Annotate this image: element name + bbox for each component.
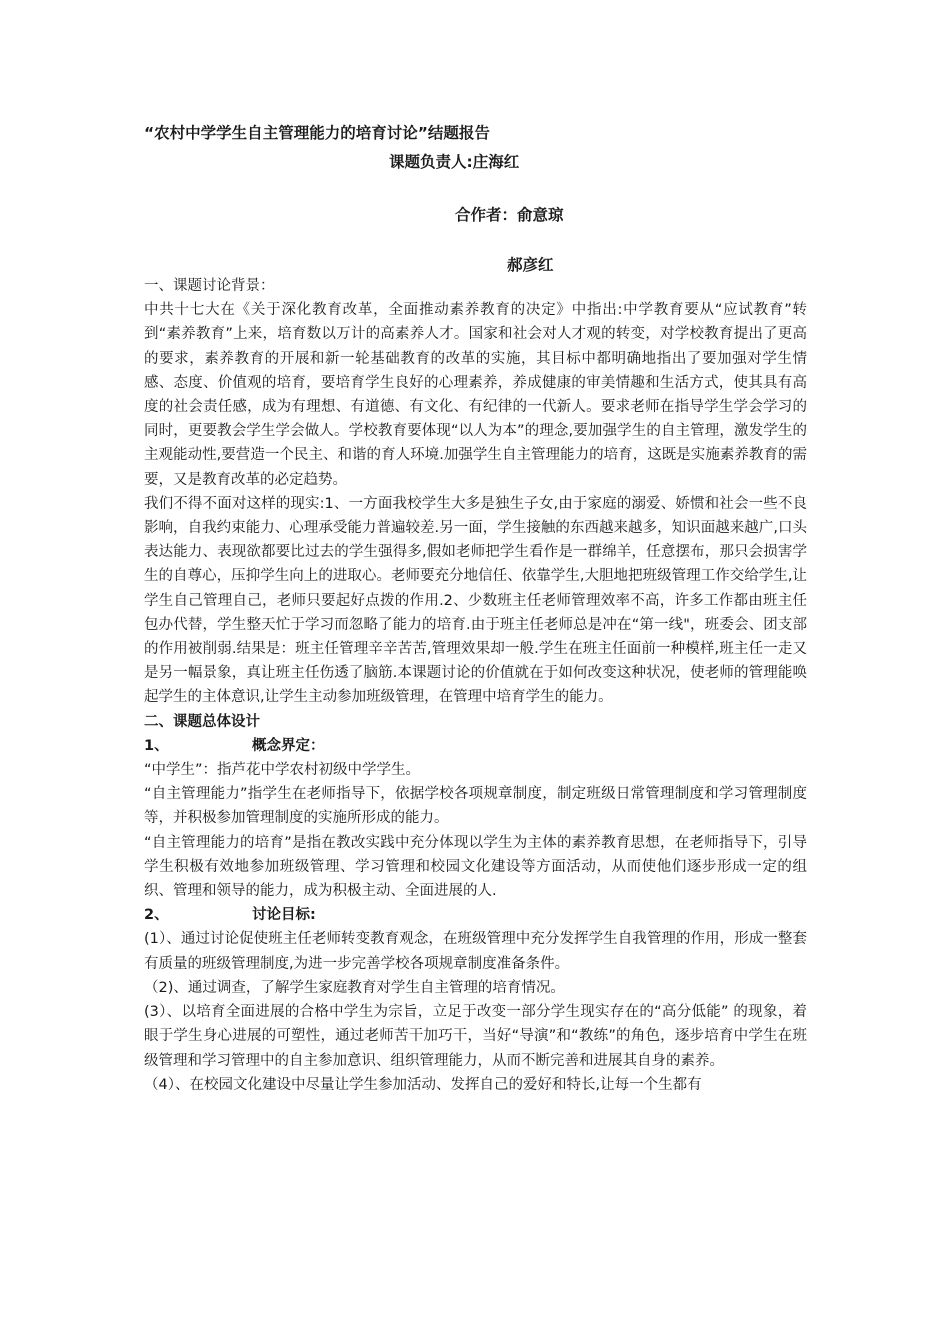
background-paragraph-1: 中共十七大在《关于深化教育改革，全面推动素养教育的决定》中指出:中学教育要从“应试教育”转到“素养教育”上来，培育数以万计的高素养人才。国家和社会对人才观的转变，对学校教育提出了更高的要求，素养教育的开展和新一轮基础教育的改革的实施，其目标中都明确地指出了要加强对学生情感、态度、价值观的培育，要培育学生良好的心理素养，养成健康的审美情趣和生活方式，使其具有高度的社会责任感，成为有理想、有道德、有文化、有纪律的一代新人。要求老师在指导学生学会学习的同时，更要教会学生学会做人。学校教育要体现“以人为本”的理念,要加强学生的自主管理，激发学生的主观能动性,要营造一个民主、和谐的育人环境.加强学生自主管理能力的培育，这既是实施素养教育的需要，又是教育改革的必定趋势。	[144, 302, 807, 488]
section-1-heading: 一、课题讨论背景：	[144, 278, 275, 294]
goal-2: （2)、通过调查，了解学生家庭教育对学生自主管理的培育情况。	[144, 979, 565, 996]
goal-1: (1）、通过讨论促使班主任老师转变教育观念，在班级管理中充分发挥学生自我管理的作用，形成一整套有质量的班级管理制度,为进一步完善学校各项规章制度准备条件。	[144, 931, 807, 972]
goal-3: (3）、以培育全面进展的合格中学生为宗旨，立足于改变一部分学生现实存在的“高分低能” 的现象，着眼于学生身心进展的可塑性，通过老师苦干加巧干，当好“导演”和“教练”的角色，逐步培育中学生在班级管理和学习管理中的自主参加意识、组织管理能力，从而不断完善和进展其自身的素养。	[144, 1004, 807, 1069]
subsection-1-label: 概念界定：	[252, 737, 325, 754]
report-title: “农村中学学生自主管理能力的培育讨论”结题报告	[144, 124, 490, 142]
subsection-2-label: 讨论目标:	[252, 907, 316, 924]
report-body	[144, 274, 807, 1097]
collaborator-2: 郝彦红	[507, 256, 554, 274]
definition-3: “自主管理能力的培育”是指在教改实践中充分体现以学生为主体的素养教育思想，在老师指导下，引导学生积极有效地参加班级管理、学习管理和校园文化建设等方面活动，从而使他们逐步形成一定的组织、管理和领导的能力，成为积极主动、全面进展的人.	[144, 834, 807, 900]
subsection-1-heading	[144, 734, 807, 758]
section-2-heading: 二、课题总体设计	[144, 713, 260, 730]
collaborator-1: 合作者：俞意琼	[455, 206, 564, 224]
definition-1: “中学生”：指芦花中学农村初级中学学生。	[144, 762, 421, 779]
subsection-2-heading	[144, 903, 807, 927]
definition-2: “自主管理能力”指学生在老师指导下，依据学校各项规章制度，制定班级日常管理制度和学习管理制度等，并积极参加管理制度的实施所形成的能力。	[144, 786, 807, 827]
goal-4: （4）、在校园文化建设中尽量让学生参加活动、发挥自己的爱好和特长,让每一个生都有	[144, 1076, 702, 1093]
subsection-1-number: 1、	[144, 737, 169, 754]
background-paragraph-2: 我们不得不面对这样的现实:1、一方面我校学生大多是独生子女,由于家庭的溺爱、娇惯和社会一些不良影响，自我约束能力、心理承受能力普遍较差.另一面，学生接触的东西越来越多，知识面越来越广,口头表达能力、表现欲都要比过去的学生强得多,假如老师把学生看作是一群绵羊，任意摆布，那只会损害学生的自尊心，压抑学生向上的进取心。老师要充分地信任、依靠学生,大胆地把班级管理工作交给学生,让学生自己管理自己，老师只要起好点拨的作用.2、少数班主任老师管理效率不高，许多工作都由班主任包办代替，学生整天忙于学习而忽略了能力的培育.由于班主任老师总是冲在“第一线"，班委会、团支部的作用被削弱.结果是：班主任管理辛辛苦苦,管理效果却一般.学生在班主任面前一种模样,班主任一走又是另一幅景象，真让班主任伤透了脑筋.本课题讨论的价值就在于如何改变这种状况，使老师的管理能唤起学生的主体意识,让学生主动参加班级管理，在管理中培育学生的能力。	[144, 495, 807, 706]
subsection-2-number: 2、	[144, 907, 169, 924]
project-leader: 课题负责人:庄海红	[389, 153, 520, 171]
